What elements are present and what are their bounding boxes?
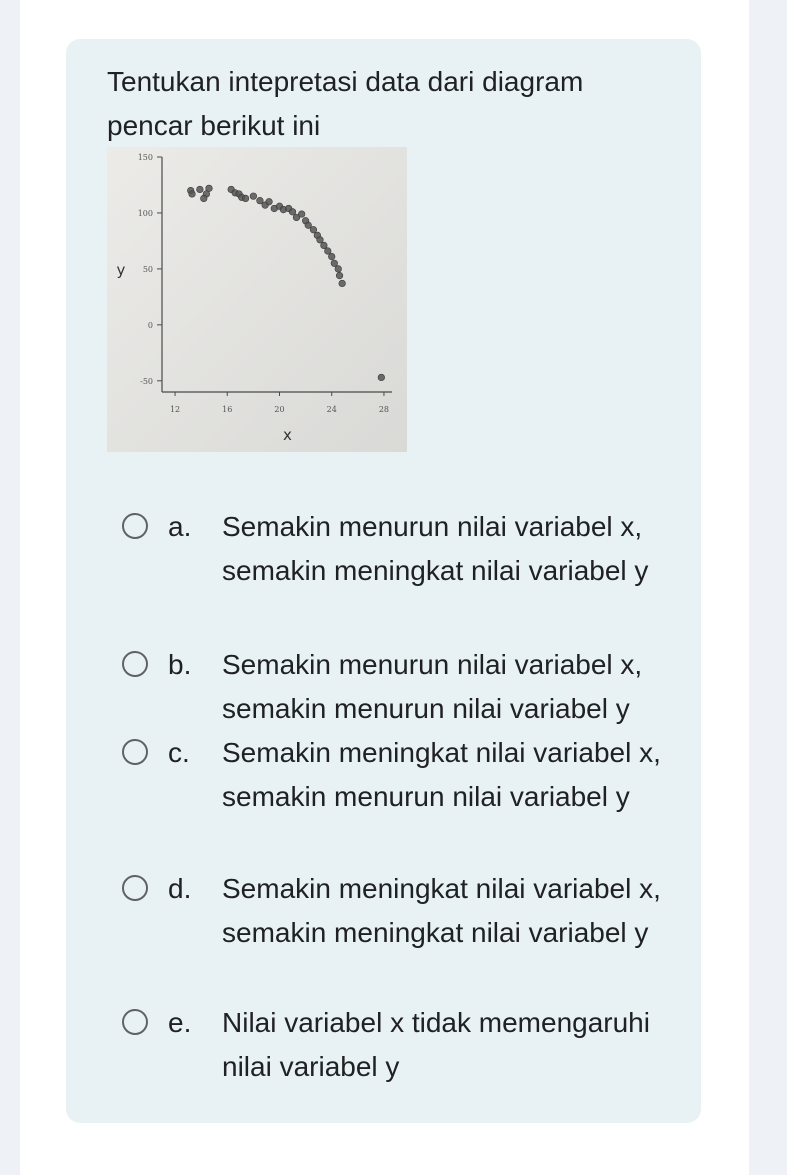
chart-background <box>107 147 407 452</box>
option-letter: b. <box>168 649 192 680</box>
data-point <box>325 248 332 255</box>
data-point <box>317 237 324 244</box>
radio-e[interactable] <box>122 1009 148 1035</box>
radio-c[interactable] <box>122 739 148 765</box>
y-tick-label: 100 <box>137 208 153 218</box>
option-letter: e. <box>168 1007 192 1038</box>
x-tick-label: 12 <box>169 405 181 414</box>
option-letter: a. <box>168 511 192 542</box>
x-tick-label: 20 <box>274 405 285 414</box>
data-point <box>378 374 385 381</box>
question-text: Tentukan intepretasi data dari diagram pencar berikut ini <box>107 66 584 141</box>
data-point <box>250 193 257 200</box>
radio-d[interactable] <box>122 875 148 901</box>
data-point <box>189 191 196 198</box>
y-tick-label: -50 <box>140 376 153 386</box>
data-point <box>328 253 335 260</box>
x-tick-label: 16 <box>222 405 233 414</box>
radio-a[interactable] <box>122 513 148 539</box>
y-axis-label: y <box>116 260 126 279</box>
x-tick-label: 28 <box>378 405 390 414</box>
data-point <box>321 242 328 249</box>
option-letter: d. <box>168 873 192 904</box>
option-text: Semakin menurun nilai variabel x, semakin menurun nilai variabel y <box>222 649 643 724</box>
option-text: Nilai variabel x tidak memengaruhi nilai variabel y <box>222 1007 650 1082</box>
option-text: Semakin menurun nilai variabel x, semakin meningkat nilai variabel y <box>222 511 649 586</box>
scatter-chart-image <box>107 147 407 452</box>
y-tick-label: 50 <box>142 264 153 274</box>
data-point <box>331 260 338 267</box>
data-point <box>242 195 249 202</box>
data-point <box>197 186 204 193</box>
data-point <box>266 198 273 205</box>
scatter-chart <box>107 147 407 452</box>
option-text: Semakin meningkat nilai variabel x, semakin menurun nilai variabel y <box>222 737 661 812</box>
data-point <box>339 280 346 287</box>
y-tick-label: 150 <box>137 153 153 162</box>
data-point <box>335 266 342 273</box>
data-point <box>289 209 296 216</box>
option-letter: c. <box>168 737 190 768</box>
y-tick-label: 0 <box>147 320 153 330</box>
option-text: Semakin meningkat nilai variabel x, semakin meningkat nilai variabel y <box>222 873 661 948</box>
radio-b[interactable] <box>122 651 148 677</box>
data-point <box>298 211 305 218</box>
data-point <box>310 226 317 233</box>
data-point <box>200 195 207 202</box>
x-axis-label: x <box>283 426 292 444</box>
data-point <box>257 197 264 204</box>
data-point <box>305 222 312 229</box>
data-point <box>336 272 343 279</box>
x-tick-label: 24 <box>326 405 337 414</box>
